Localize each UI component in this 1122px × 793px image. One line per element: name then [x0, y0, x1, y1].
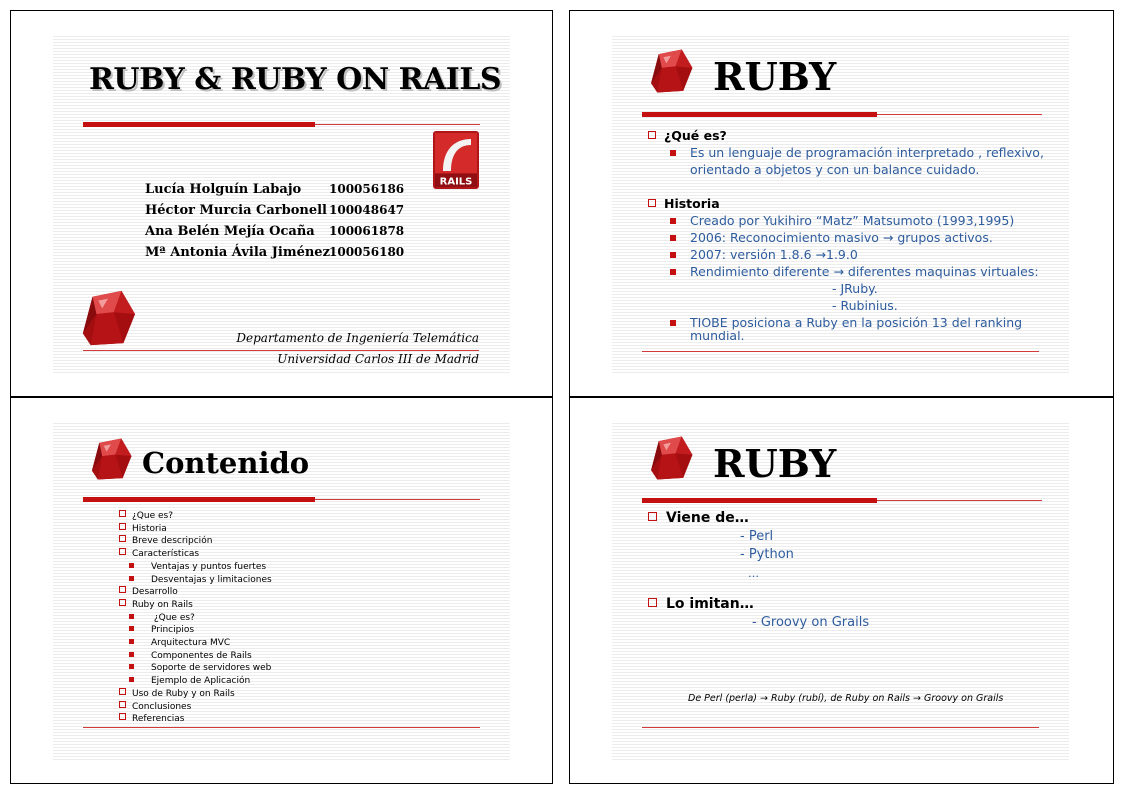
- hollow-square-bullet: [119, 713, 126, 720]
- slide-panel-3: [10, 397, 553, 784]
- section-heading-text: Viene de…: [666, 510, 749, 526]
- title-rule: [877, 500, 1042, 501]
- item-text: Es un lenguaje de programación interpretado , reflexivo,: [690, 145, 1044, 160]
- author-name: Héctor Murcia Carbonell: [145, 203, 327, 218]
- section-heading-text: ¿Qué es?: [664, 128, 727, 143]
- hollow-square-bullet: [648, 598, 657, 607]
- ruby-gem-logo: [648, 48, 694, 98]
- slide-title: RUBY: [713, 54, 837, 99]
- filled-square-bullet: [670, 320, 676, 326]
- filled-square-bullet: [670, 252, 676, 258]
- item-text: TIOBE posiciona a Ruby en la posición 13 del ranking: [690, 315, 1023, 330]
- item-text: Creado por Yukihiro “Matz” Matsumoto (1993,1995): [690, 213, 1015, 228]
- footer-rule: [83, 350, 479, 351]
- content-list: [648, 509, 869, 632]
- department-text: Departamento de Ingeniería Telemática: [236, 331, 479, 345]
- list-item: [648, 314, 1068, 331]
- filled-square-bullet: [670, 150, 676, 156]
- list-item-continuation: orientado a objetos y con un balance cuidado.: [690, 162, 980, 177]
- hollow-square-bullet: [119, 688, 126, 695]
- toc-item-text: ¿Que es?: [132, 511, 173, 521]
- sub-item: - Groovy on Grails: [752, 614, 870, 630]
- item-text: 2006: Reconocimiento masivo → grupos activos.: [690, 230, 993, 245]
- title-underline: [642, 498, 877, 503]
- author-name: Mª Antonia Ávila Jiménez: [145, 245, 330, 260]
- toc-item-text: Principios: [151, 625, 195, 636]
- filled-square-bullet: [670, 269, 676, 275]
- list-item: [648, 212, 1068, 229]
- title-rule: [315, 499, 480, 500]
- toc-subitem: [119, 574, 272, 587]
- sub-item: - Rubinius.: [832, 298, 898, 313]
- toc-item: [119, 713, 272, 726]
- filled-square-bullet: [129, 664, 134, 669]
- toc-item: [119, 523, 272, 536]
- list-item: [648, 263, 1068, 280]
- filled-square-bullet: [129, 576, 134, 581]
- author-row: [145, 200, 404, 221]
- filled-square-bullet: [129, 614, 134, 619]
- item-text: Rendimiento diferente → diferentes maquinas virtuales:: [690, 264, 1039, 279]
- toc-item-text: ¿Que es?: [151, 612, 195, 623]
- footer-rule: [642, 351, 1039, 352]
- hollow-square-bullet: [119, 548, 126, 555]
- slide-1: [53, 34, 510, 374]
- toc-item-text: Historia: [132, 523, 167, 534]
- hollow-square-bullet: [119, 599, 126, 606]
- list-item: [648, 144, 1068, 161]
- item-text: 2007: versión 1.8.6 →1.9.0: [690, 247, 858, 262]
- svg-text:RAILS: RAILS: [439, 176, 473, 188]
- toc-item: [119, 510, 272, 523]
- toc-item-text: Soporte de servidores web: [151, 663, 272, 674]
- toc-item: [119, 586, 272, 599]
- table-of-contents: [119, 510, 272, 726]
- toc-subitem: [119, 637, 272, 650]
- slide-panel-2: [569, 10, 1114, 397]
- toc-item-text: Referencias: [132, 714, 185, 725]
- toc-subitem: [119, 612, 272, 625]
- filled-square-bullet: [129, 639, 134, 644]
- author-id: 100056180: [329, 245, 405, 259]
- slide-title: Contenido: [142, 446, 310, 480]
- authors-list: [145, 179, 404, 263]
- author-row: [145, 242, 404, 263]
- author-id: 100048647: [329, 203, 405, 217]
- author-name: Lucía Holguín Labajo: [145, 182, 302, 197]
- university-text: Universidad Carlos III de Madrid: [277, 352, 479, 366]
- slide-title: RUBY & RUBY ON RAILS: [89, 62, 502, 97]
- toc-item-text: Componentes de Rails: [151, 650, 252, 661]
- list-item: [648, 246, 1068, 263]
- title-underline: [642, 112, 877, 117]
- content-list: [648, 127, 1068, 341]
- toc-item-text: Arquitectura MVC: [151, 638, 231, 649]
- sub-item: - JRuby.: [832, 281, 878, 296]
- footer-note: De Perl (perla) → Ruby (rubí), de Ruby on Rails → Groovy on Grails: [688, 693, 1004, 704]
- section-heading-text: Lo imitan…: [666, 596, 754, 612]
- toc-subitem: [119, 624, 272, 637]
- filled-square-bullet: [129, 677, 134, 682]
- author-name: Ana Belén Mejía Ocaña: [145, 224, 315, 239]
- hollow-square-bullet: [119, 510, 126, 517]
- hollow-square-bullet: [648, 131, 656, 139]
- toc-subitem: [119, 662, 272, 675]
- sub-item: - Python: [740, 547, 794, 562]
- section-heading: [648, 509, 869, 528]
- slide-panel-4: [569, 397, 1114, 784]
- hollow-square-bullet: [119, 586, 126, 593]
- author-row: [145, 179, 404, 200]
- toc-subitem: [119, 561, 272, 574]
- toc-subitem: [119, 675, 272, 688]
- ruby-gem-logo: [648, 435, 694, 485]
- toc-item: [119, 535, 272, 548]
- list-item: [648, 229, 1068, 246]
- slide-3: [53, 421, 510, 761]
- slide-title: RUBY: [713, 441, 837, 486]
- section-heading: [648, 127, 1068, 144]
- filled-square-bullet: [670, 235, 676, 241]
- filled-square-bullet: [129, 563, 134, 568]
- section-heading: [648, 595, 869, 614]
- sub-item: - Perl: [740, 528, 774, 544]
- hollow-square-bullet: [648, 199, 656, 207]
- filled-square-bullet: [670, 218, 676, 224]
- toc-item-text: Breve descripción: [132, 536, 213, 547]
- hollow-square-bullet: [648, 512, 657, 521]
- slide-2: [612, 34, 1069, 374]
- toc-item: [119, 701, 272, 714]
- author-id: 100061878: [329, 224, 405, 238]
- toc-item-text: Desventajas y limitaciones: [151, 574, 272, 585]
- hollow-square-bullet: [119, 701, 126, 708]
- toc-item-text: Características: [132, 549, 200, 560]
- title-rule: [315, 124, 480, 125]
- list-item-continuation: mundial.: [690, 331, 745, 341]
- title-rule: [877, 114, 1042, 115]
- title-underline: [83, 497, 315, 502]
- toc-item: [119, 599, 272, 612]
- ruby-gem-logo: [79, 289, 137, 351]
- hollow-square-bullet: [119, 535, 126, 542]
- toc-item-text: Ventajas y puntos fuertes: [151, 561, 267, 572]
- section-heading: [648, 195, 1068, 212]
- toc-item-text: Uso de Ruby y on Rails: [132, 688, 235, 699]
- slide-panel-1: [10, 10, 553, 397]
- toc-item: [119, 548, 272, 561]
- author-row: [145, 221, 404, 242]
- toc-item-text: Conclusiones: [132, 701, 192, 712]
- ruby-gem-logo: [89, 437, 133, 485]
- toc-item-text: Ejemplo de Aplicación: [151, 676, 251, 687]
- footer-rule: [642, 727, 1039, 728]
- slide-4: [612, 421, 1069, 761]
- filled-square-bullet: [129, 626, 134, 631]
- sub-item: …: [748, 566, 759, 580]
- toc-item-text: Desarrollo: [132, 587, 178, 598]
- filled-square-bullet: [129, 652, 134, 657]
- toc-item: [119, 688, 272, 701]
- rails-logo: [433, 131, 479, 189]
- author-id: 100056186: [329, 182, 405, 196]
- hollow-square-bullet: [119, 523, 126, 530]
- title-underline: [83, 122, 315, 127]
- footer-rule: [83, 727, 480, 728]
- toc-item-text: Ruby on Rails: [132, 599, 193, 610]
- section-heading-text: Historia: [664, 196, 720, 211]
- toc-subitem: [119, 650, 272, 663]
